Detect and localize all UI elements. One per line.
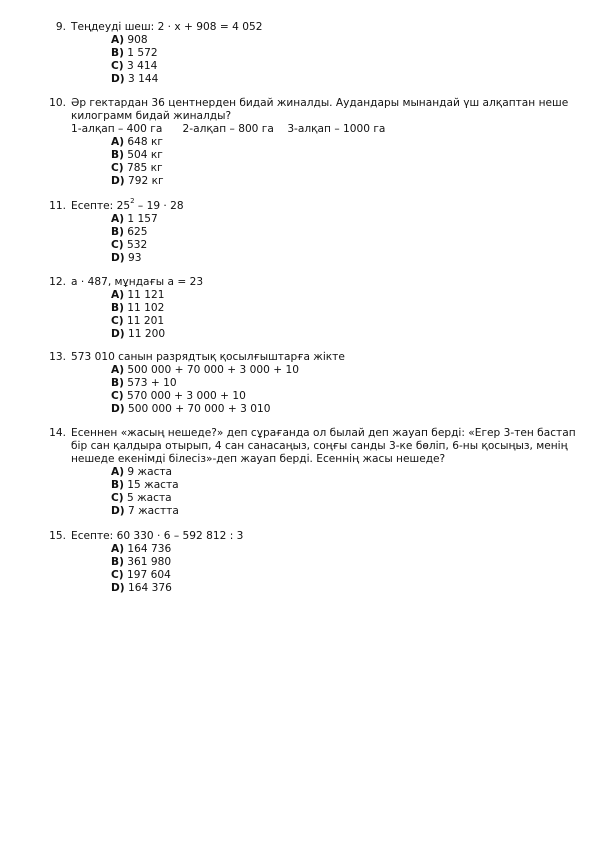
option-a[interactable] [111, 543, 172, 556]
expression-base: Есепте: 25 [71, 200, 131, 212]
option-letter: B) [111, 149, 124, 161]
option-text: 504 кг [127, 149, 163, 161]
option-a[interactable] [111, 364, 299, 377]
option-text: 500 000 + 70 000 + 3 010 [128, 403, 271, 415]
option-d[interactable] [111, 73, 158, 86]
option-text: 532 [127, 239, 148, 251]
option-letter: A) [111, 289, 125, 301]
option-text: 5 жаста [127, 492, 172, 504]
option-letter: B) [111, 377, 124, 389]
option-a[interactable] [111, 466, 179, 479]
option-b[interactable] [111, 302, 165, 315]
option-letter: C) [111, 569, 124, 581]
answer-options [111, 34, 158, 86]
question-text [71, 351, 561, 364]
option-text: 93 [128, 252, 142, 264]
answer-options [111, 136, 164, 188]
option-text: 1 157 [127, 213, 158, 225]
option-text: 197 604 [127, 569, 171, 581]
option-d[interactable] [111, 403, 299, 416]
option-letter: D) [111, 175, 125, 187]
expression-rest: – 19 · 28 [134, 200, 184, 212]
option-text: 1 572 [127, 47, 158, 59]
question-line: килограмм бидай жиналды? [71, 110, 232, 122]
option-text: 908 [127, 34, 148, 46]
option-b[interactable] [111, 226, 158, 239]
option-text: 3 144 [128, 73, 159, 85]
option-text: 648 кг [127, 136, 163, 148]
option-letter: D) [111, 403, 125, 415]
question-line: нешеде екенімді білесіз»-деп жауап берді. Есеннің жасы нешеде? [71, 453, 446, 465]
option-letter: C) [111, 315, 124, 327]
option-text: 11 121 [127, 289, 165, 301]
option-c[interactable] [111, 162, 164, 175]
option-c[interactable] [111, 239, 158, 252]
question-line: а · 487, мұндағы а = 23 [71, 276, 204, 288]
option-letter: D) [111, 328, 125, 340]
option-text: 625 [127, 226, 148, 238]
question-number: 15. [49, 530, 66, 542]
option-letter: C) [111, 390, 124, 402]
option-text: 570 000 + 3 000 + 10 [127, 390, 246, 402]
option-letter: A) [111, 213, 125, 225]
option-letter: C) [111, 492, 124, 504]
option-letter: B) [111, 479, 124, 491]
option-text: 785 кг [127, 162, 163, 174]
option-text: 11 200 [128, 328, 166, 340]
option-d[interactable] [111, 252, 158, 265]
question-text [71, 97, 569, 136]
option-letter: B) [111, 556, 124, 568]
question-line: 1-алқап – 400 га 2-алқап – 800 га 3-алқап – 1000 га [71, 123, 386, 135]
option-letter: A) [111, 364, 125, 376]
question-line: 573 010 санын разрядтық қосылғыштарға жікте [71, 351, 345, 363]
option-text: 500 000 + 70 000 + 3 000 + 10 [127, 364, 299, 376]
question-text [71, 530, 561, 543]
question-number: 14. [49, 427, 66, 439]
option-letter: D) [111, 505, 125, 517]
question-text [71, 197, 561, 213]
option-letter: C) [111, 162, 124, 174]
question-text [71, 276, 561, 289]
question-number: 13. [49, 351, 66, 363]
option-letter: D) [111, 582, 125, 594]
option-b[interactable] [111, 556, 172, 569]
option-text: 792 кг [128, 175, 164, 187]
option-b[interactable] [111, 47, 158, 60]
option-b[interactable] [111, 479, 179, 492]
option-text: 573 + 10 [127, 377, 177, 389]
option-text: 7 жастта [128, 505, 179, 517]
option-text: 3 414 [127, 60, 158, 72]
option-letter: C) [111, 239, 124, 251]
question-line: Теңдеуді шеш: 2 · х + 908 = 4 052 [71, 21, 263, 33]
option-c[interactable] [111, 390, 299, 403]
option-letter: D) [111, 252, 125, 264]
option-text: 164 376 [128, 582, 172, 594]
option-text: 15 жаста [127, 479, 179, 491]
option-letter: C) [111, 60, 124, 72]
option-a[interactable] [111, 289, 165, 302]
option-text: 164 736 [127, 543, 172, 555]
option-letter: A) [111, 136, 125, 148]
option-text: 11 102 [127, 302, 165, 314]
option-text: 11 201 [127, 315, 165, 327]
option-d[interactable] [111, 582, 172, 595]
option-letter: B) [111, 226, 124, 238]
option-a[interactable] [111, 213, 158, 226]
option-a[interactable] [111, 136, 164, 149]
option-c[interactable] [111, 492, 179, 505]
question-line: Есепте: 60 330 · 6 – 592 812 : 3 [71, 530, 244, 542]
option-c[interactable] [111, 60, 158, 73]
option-b[interactable] [111, 377, 299, 390]
question-line [71, 197, 561, 213]
question-line: бір сан қалдыра отырып, 4 сан санасаңыз, соңғы санды 3-ке бөліп, 6-ны қосыңыз, менің [71, 440, 568, 452]
option-a[interactable] [111, 34, 158, 47]
answer-options [111, 466, 179, 518]
question-number: 12. [49, 276, 66, 288]
option-text: 9 жаста [127, 466, 173, 478]
option-letter: A) [111, 34, 125, 46]
option-d[interactable] [111, 175, 164, 188]
answer-options [111, 543, 172, 595]
option-text: 361 980 [127, 556, 172, 568]
answer-options [111, 289, 165, 341]
answer-options [111, 213, 158, 265]
option-c[interactable] [111, 569, 172, 582]
option-letter: B) [111, 302, 124, 314]
option-letter: A) [111, 466, 125, 478]
question-line: Әр гектардан 36 центнерден бидай жиналды. Аудандары мынандай үш алқаптан неше [71, 97, 569, 109]
option-b[interactable] [111, 149, 164, 162]
question-number: 9. [55, 21, 66, 33]
question-number: 11. [49, 200, 66, 212]
question-text [71, 427, 576, 466]
option-letter: D) [111, 73, 125, 85]
option-letter: A) [111, 543, 125, 555]
option-d[interactable] [111, 505, 179, 518]
option-d[interactable] [111, 328, 165, 341]
question-line: Есеннен «жасың нешеде?» деп сұрағанда ол былай деп жауап берді: «Егер 3-тен бастап [71, 427, 576, 439]
option-c[interactable] [111, 315, 165, 328]
exponent: 2 [130, 197, 135, 206]
option-letter: B) [111, 47, 124, 59]
question-text [71, 21, 561, 34]
answer-options [111, 364, 299, 416]
question-number: 10. [49, 97, 66, 109]
